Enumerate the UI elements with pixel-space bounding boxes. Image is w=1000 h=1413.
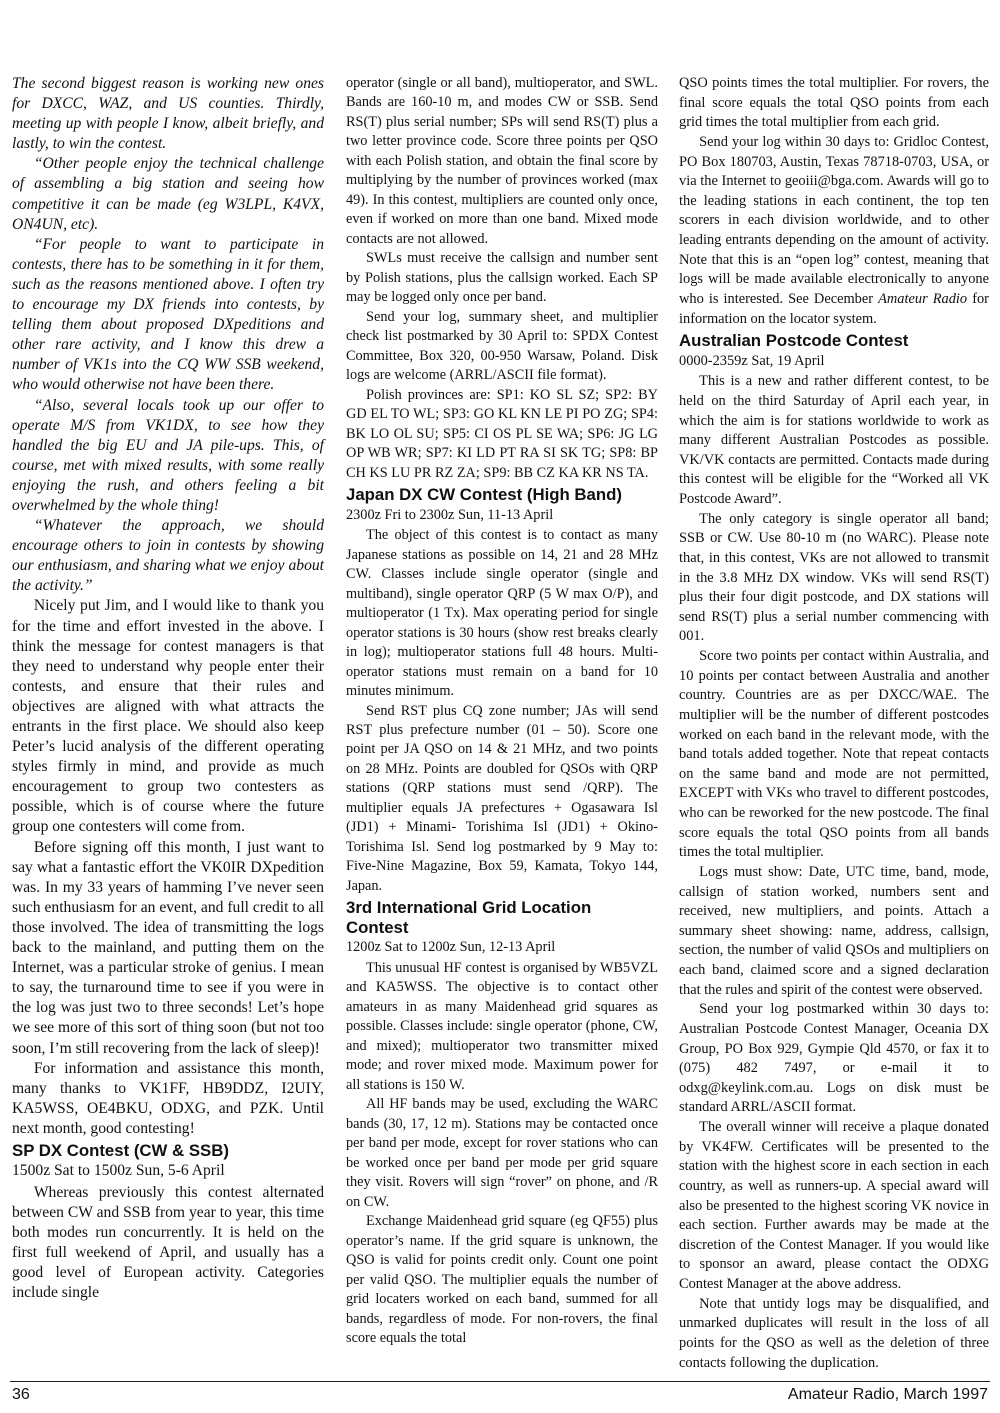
publication-footer: Amateur Radio, March 1997: [787, 1386, 988, 1403]
contest-dates: 1200z Sat to 1200z Sun, 12-13 April: [346, 939, 556, 956]
body-paragraph: QSO points times the total multiplier. For rovers, the final score equals the total QSO points from each grid times the total multiplier from each grid.: [679, 75, 989, 131]
page-number: 36: [12, 1386, 30, 1403]
body-paragraph: The only category is single operator all band; SSB or CW. Use 80-10 m (no WARC). Please note that, in this contest, VKs are not allowed to transmit in the 3.8 MHz DX window. VKs will send RS(T) plus their four digit postcode, and DX stations will send RS(T) plus a serial number commencing with 001.: [679, 510, 989, 645]
body-paragraph: This unusual HF contest is organised by WB5VZL and KA5WSS. The objective is to contact other amateurs in as many Maidenhead grid squares as possible. Classes include: single operator (phone, CW, and mixed); multioperator two transmitter mixed mode; and rover mixed mode. Maximum power for all stations is 150 W.: [346, 959, 658, 1093]
text-run: for information on the locator system.: [679, 290, 989, 327]
body-paragraph: Exchange Maidenhead grid square (eg QF55) plus operator’s name. If the grid square is unknown, the QSO is valid for points credit only. Count one point per valid QSO. The multiplier equals the number of grid locaters worked on each band, summed for all bands, regardless of mode. For non-rovers, the final score equals the total: [346, 1213, 658, 1347]
text-run: Send your log within 30 days to: Gridloc Contest, PO Box 180703, Austin, Texas 78718-0703, USA, or via the Internet to geoiii@bga.com. Awards will go to the leading stations in each continent, the top ten scorers in each division worldwide, and to other leading entrants depending on the amount of activity. Note that this is an “open log” contest, meaning that logs will be made available electronically to anyone who is interested. See December: [679, 133, 989, 307]
quote-paragraph: “Other people enjoy the technical challenge of assembling a big station and seeing how competitive it can be made (eg W3LPL, K4VX, ON4UN, etc).: [12, 155, 324, 233]
body-paragraph: SWLs must receive the callsign and number sent by Polish stations, plus the callsign worked. Each SP may be logged only once per band.: [346, 250, 658, 306]
body-paragraph: For information and assistance this month, many thanks to VK1FF, HB9DDZ, I2UIY, KA5WSS, OE4BKU, ODXG, and PZK. Until next month, good contesting!: [12, 1059, 324, 1137]
body-paragraph: This is a new and rather different contest, to be held on the third Saturday of April each year, in which the aim is for stations worldwide to work as many different Australian Postcodes as possible. VK/VK contacts are permitted. Contacts made during this contest will be eligible for the “Worked all VK Postcode Award”.: [679, 373, 989, 507]
body-paragraph: Before signing off this month, I just want to say what a fantastic effort the VK0IR DXpedition was. In my 33 years of hamming I’ve never seen such enthusiasm for an event, and full credit to all those involved. The idea of transmitting the logs back to the mainland, and putting them on the Internet, was a particular stroke of genius. I mean to say, the turnaround time to see if you were in the log was just two to three seconds! Let’s hope we see more of this sort of thing soon (but not too soon, I’m still recovering from the lack of sleep)!: [12, 838, 324, 1057]
body-paragraph: Send your log postmarked within 30 days to: Australian Postcode Contest Manager, Oceania DX Group, PO Box 929, Gympie Qld 4570, or fax it to (075) 482 7497, or e-mail it to odxg@keylink.com.au. Logs on disk must be standard ARRL/ASCII format.: [679, 1001, 989, 1116]
quote-paragraph: “Also, several locals took up our offer to operate M/S from VK1DX, to see how they handled the big EU and JA pile-ups. This, of course, met with mixed results, with some really enjoying the rush, and others feeling a bit overwhelmed by the whole thing!: [12, 396, 324, 514]
body-paragraph: Polish provinces are: SP1: KO SL SZ; SP2: BY GD EL TO WL; SP3: GO KL KN LE PI PO ZG; SP4: BK LO OL SU; SP5: CI OS PL SE WA; SP6: JG LG OP WB WR; SP7: KI LD PT RA SI SK TG; SP8: BP CH KS LU PR RZ ZA; SP9: BB CZ KA KR NS TA.: [346, 386, 658, 481]
contest-dates: 0000-2359z Sat, 19 April: [679, 352, 825, 369]
body-paragraph: The overall winner will receive a plaque donated by VK4FW. Certificates will be presented to the station with the highest score in each section in each country, as well as runners-up. A special award will also be presented to the highest scoring VK novice in each section. Further awards may be made at the discretion of the Contest Manager. If you would like to sponsor an award, please contact the ODXG Contest Manager at the above address.: [679, 1119, 989, 1292]
body-paragraph: Send your log, summary sheet, and multiplier check list postmarked by 30 April to: SPDX Contest Committee, Box 320, 00-950 Warsaw, Poland. Disk logs are welcome (ARRL/ASCII file format).: [346, 308, 658, 384]
column-1: [12, 74, 324, 1303]
contest-dates: 2300z Fri to 2300z Sun, 11-13 April: [346, 506, 554, 523]
section-heading-sp-dx: SP DX Contest (CW & SSB): [12, 1140, 229, 1160]
footer-divider: [10, 1381, 990, 1382]
contest-dates: 1500z Sat to 1500z Sun, 5-6 April: [12, 1162, 225, 1180]
section-heading-grid-location: 3rd International Grid Location Contest: [346, 898, 592, 937]
section-heading-japan-dx: Japan DX CW Contest (High Band): [346, 485, 622, 505]
body-paragraph: Nicely put Jim, and I would like to thank you for the time and effort invested in the above. I think the message for contest managers is that they need to understand why people enter their contests, and ensure that their rules and objectives are aligned with what attracts the entrants in the first place. We should also keep Peter’s lucid analysis of the different operating styles firmly in mind, and provide as much encouragement to group two contesters as possible, which is of course where the future group one contesters will come from.: [12, 597, 324, 836]
column-3: [679, 74, 989, 1373]
column-2: [346, 74, 658, 1349]
magazine-name: Amateur Radio: [878, 290, 968, 307]
body-paragraph: All HF bands may be used, excluding the WARC bands (30, 17, 12 m). Stations may be contacted once per band per mode, except for rover stations who can be worked once per band per mode per grid square they visit. Rovers will sign “rover” on phone, and /R on CW.: [346, 1096, 658, 1210]
quote-paragraph: “For people to want to participate in contests, there has to be something in it for them, such as the reasons mentioned above. I often try to encourage my DX friends into contests, by telling them about proposed DXpeditions and other rare activity, and I know this drew a number of VK1s into the CQ WW SSB weekend, who would otherwise not have been there.: [12, 235, 324, 394]
body-paragraph: Note that untidy logs may be disqualified, and unmarked duplicates will result in the loss of all points for the QSO as well as the deletion of three contacts following the duplication.: [679, 1295, 989, 1371]
body-paragraph: Whereas previously this contest alternated between CW and SSB from year to year, this time both modes run concurrently. It is held on the first full weekend of April, and usually has a good level of European activity. Categories include single: [12, 1183, 324, 1302]
body-paragraph: Logs must show: Date, UTC time, band, mode, callsign of station worked, numbers sent and received, new multipliers, and points. Attach a summary sheet showing: name, address, callsign, section, the number of valid QSOs and multipliers on each band, claimed score and a signed declaration that the rules and spirit of the contest were observed.: [679, 863, 989, 998]
body-paragraph: The object of this contest is to contact as many Japanese stations as possible on 14, 21 and 28 MHz CW. Classes include single operator (single and multiband), single operator QRP (5 W max O/P), and multioperator (1 Tx). Max operating period for single operator stations is 30 hours (show rest breaks clearly in log); multioperator stations full 48 hours. Multi-operator stations must remain on a band for 10 minutes minimum.: [346, 527, 658, 700]
body-paragraph: [679, 133, 989, 329]
section-heading-australian-postcode: Australian Postcode Contest: [679, 331, 909, 351]
quote-paragraph: The second biggest reason is working new ones for DXCC, WAZ, and US counties. Thirdly, meeting up with people I know, albeit briefly, and lastly, to win the contest.: [12, 75, 324, 153]
body-paragraph: Send RST plus CQ zone number; JAs will send RST plus prefecture number (01 – 50). Score one point per JA QSO on 14 & 21 MHz, and two points on 28 MHz. Points are doubled for QSOs with QRP stations (QRP stations must send /QRP). The multiplier equals JA prefectures + Ogasawara Isl (JD1) + Minami- Torishima Isl (JD1) + Okino-Torishima Isl. Send log postmarked by 9 May to: Five-Nine Magazine, Box 59, Kamata, Tokyo 144, Japan.: [346, 702, 658, 894]
quote-paragraph: “Whatever the approach, we should encourage others to join in contests by showing our enthusiasm, and sharing what we enjoy about the activity.”: [12, 517, 324, 595]
body-paragraph: Score two points per contact within Australia, and 10 points per contact between Australia and another country. Countries are as per DXCC/WAE. The multiplier will be the number of different postcodes worked on each band in the relevant mode, with the band totals added together. Note that repeat contacts on the same band and mode are not permitted, EXCEPT with VKs who travel to different postcodes, who can be reworked for the new postcode. The final score equals the total QSO points from all bands times the total multiplier.: [679, 648, 989, 861]
body-paragraph: operator (single or all band), multioperator, and SWL. Bands are 160-10 m, and modes CW or SSB. Send RS(T) plus serial number; SPs will send RS(T) plus a two letter province code. Score three points per QSO with each Polish station, and obtain the final score by multiplying by the number of provinces worked (max 49). In this contest, multipliers are counted only once, even if worked on more than one band. Mixed mode contacts are not allowed.: [346, 75, 658, 247]
